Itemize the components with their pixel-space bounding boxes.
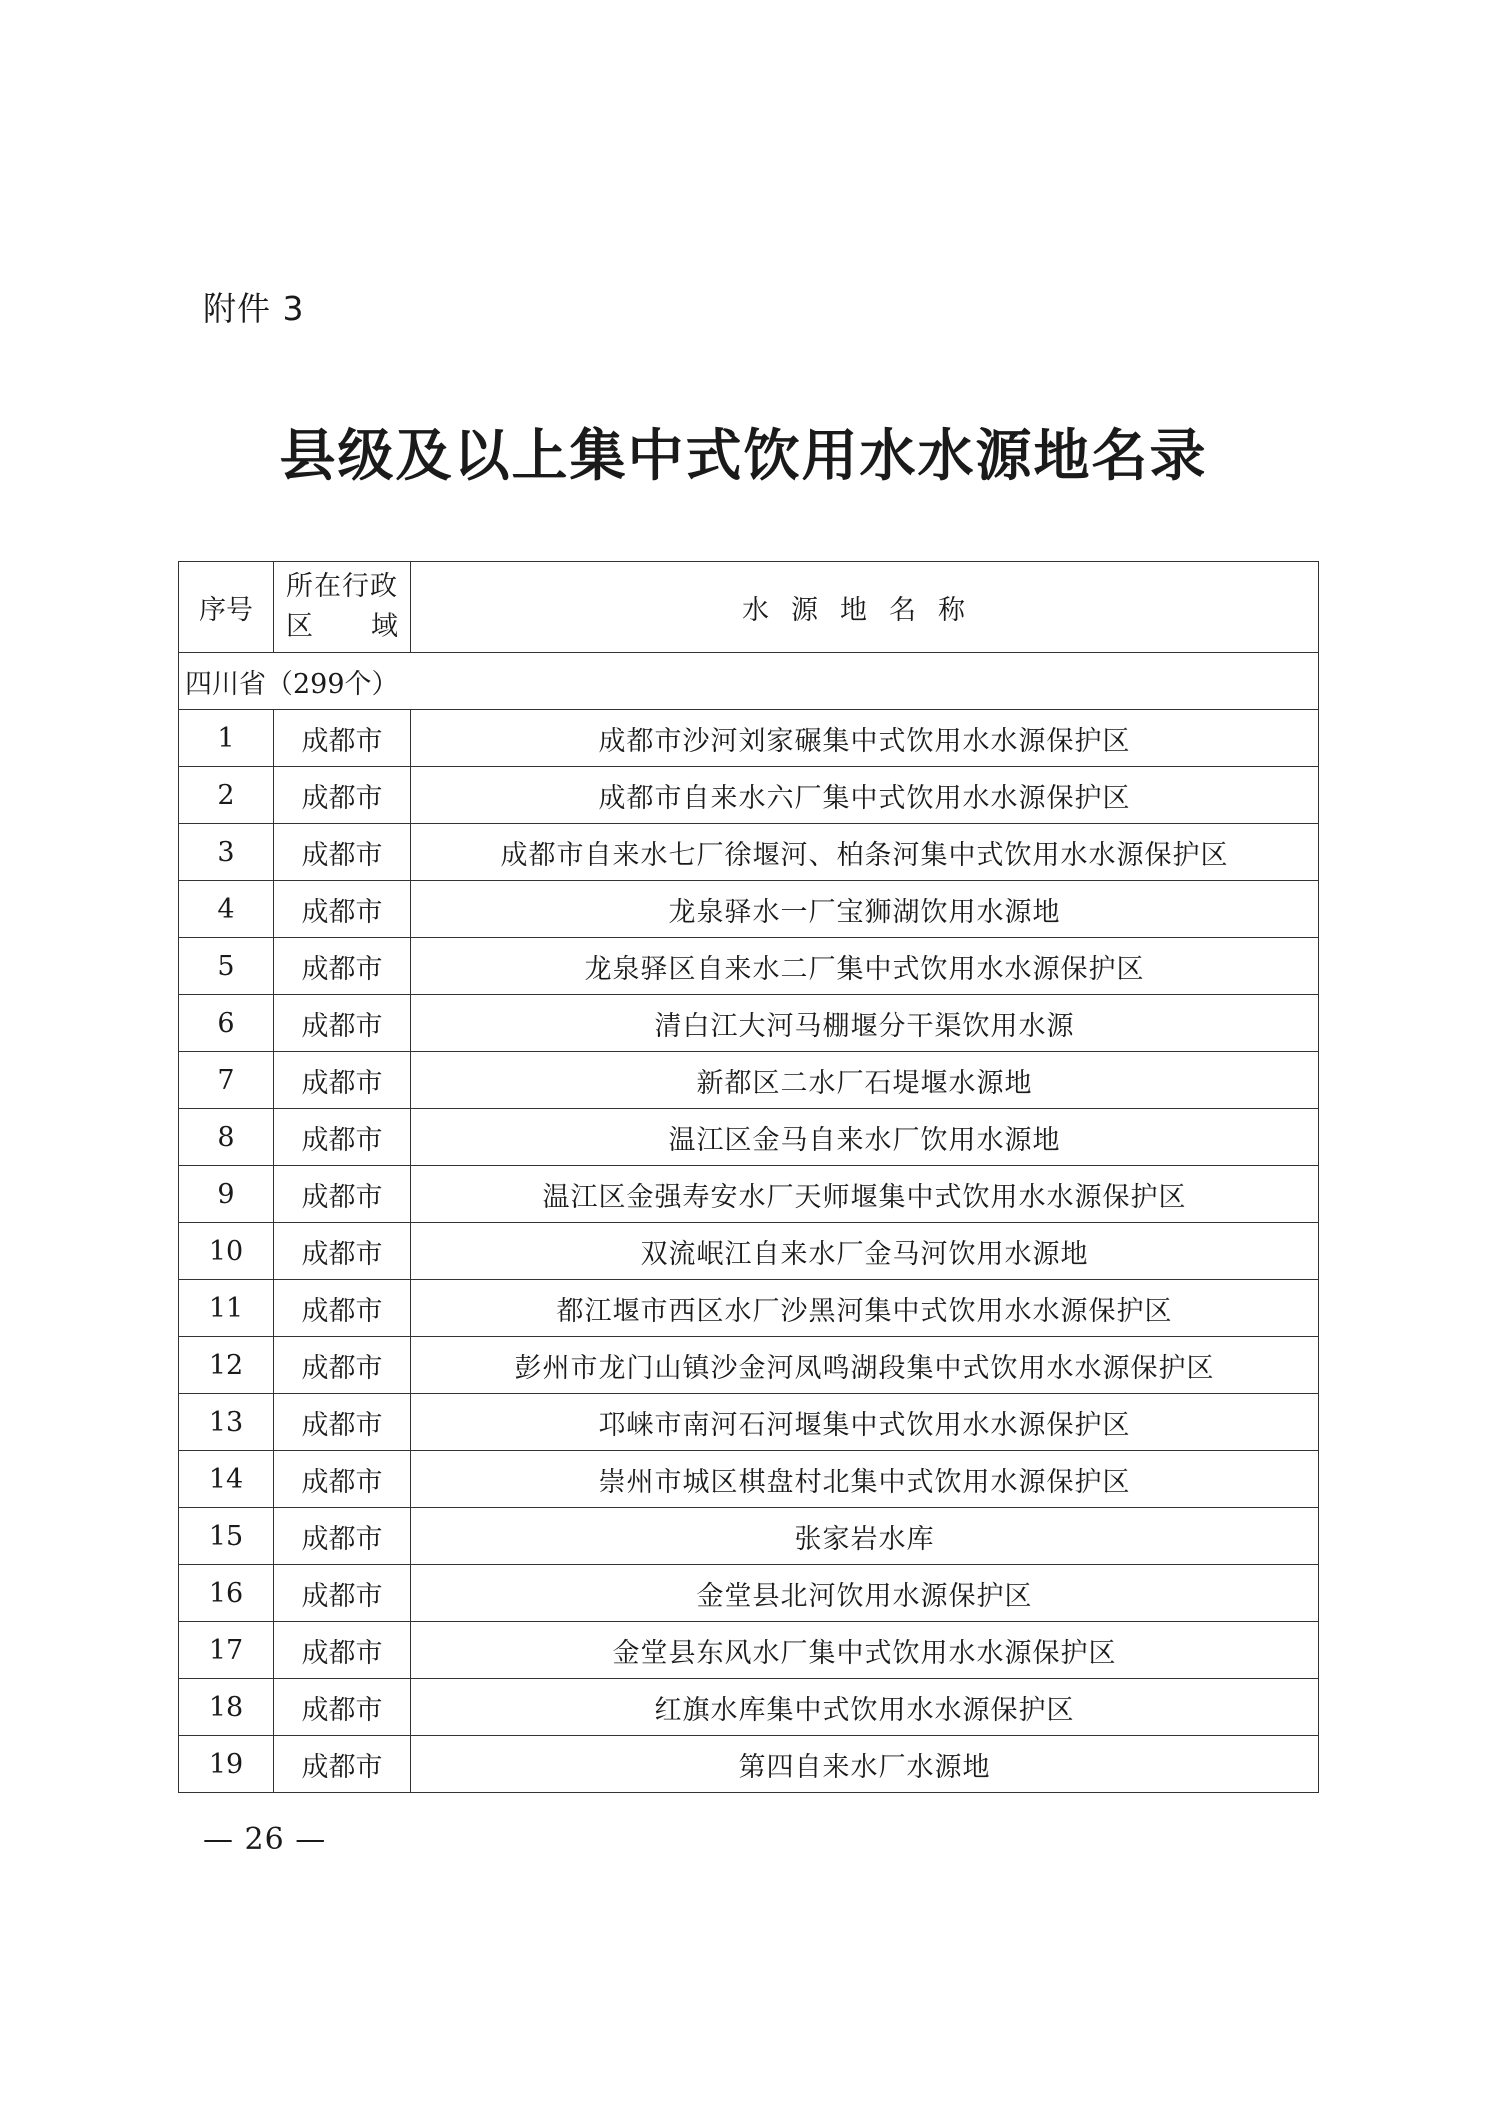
cell-source-name: 邛崃市南河石河堰集中式饮用水水源保护区 [411, 1394, 1319, 1451]
cell-source-name: 成都市自来水七厂徐堰河、柏条河集中式饮用水水源保护区 [411, 824, 1319, 881]
cell-source-name: 张家岩水库 [411, 1508, 1319, 1565]
cell-region: 成都市 [274, 1337, 411, 1394]
cell-source-name: 龙泉驿区自来水二厂集中式饮用水水源保护区 [411, 938, 1319, 995]
cell-source-name: 新都区二水厂石堤堰水源地 [411, 1052, 1319, 1109]
cell-serial-number: 9 [179, 1166, 274, 1223]
header-region-char-a: 区 [286, 611, 313, 642]
table-row [179, 1280, 1319, 1337]
cell-source-name: 成都市沙河刘家碾集中式饮用水水源保护区 [411, 710, 1319, 767]
document-title: 县级及以上集中式饮用水水源地名录 [279, 424, 1208, 489]
table-row [179, 824, 1319, 881]
header-source-name: 水源地名称 [411, 562, 1319, 653]
table-row [179, 1622, 1319, 1679]
cell-region: 成都市 [274, 1166, 411, 1223]
cell-region: 成都市 [274, 1508, 411, 1565]
cell-serial-number: 8 [179, 1109, 274, 1166]
cell-serial-number: 14 [179, 1451, 274, 1508]
cell-serial-number: 3 [179, 824, 274, 881]
table-row [179, 1166, 1319, 1223]
cell-region: 成都市 [274, 1451, 411, 1508]
cell-source-name: 金堂县北河饮用水源保护区 [411, 1565, 1319, 1622]
table-row [179, 938, 1319, 995]
table-row [179, 1565, 1319, 1622]
cell-region: 成都市 [274, 881, 411, 938]
table-header-row [179, 562, 1319, 653]
cell-source-name: 金堂县东风水厂集中式饮用水水源保护区 [411, 1622, 1319, 1679]
cell-serial-number: 11 [179, 1280, 274, 1337]
table-row [179, 1451, 1319, 1508]
cell-serial-number: 15 [179, 1508, 274, 1565]
cell-region: 成都市 [274, 1622, 411, 1679]
cell-serial-number: 12 [179, 1337, 274, 1394]
cell-source-name: 崇州市城区棋盘村北集中式饮用水源保护区 [411, 1451, 1319, 1508]
cell-source-name: 清白江大河马棚堰分干渠饮用水源 [411, 995, 1319, 1052]
cell-source-name: 成都市自来水六厂集中式饮用水水源保护区 [411, 767, 1319, 824]
cell-serial-number: 4 [179, 881, 274, 938]
cell-region: 成都市 [274, 1565, 411, 1622]
table-row [179, 881, 1319, 938]
header-administrative-region [274, 562, 411, 653]
cell-region: 成都市 [274, 824, 411, 881]
cell-serial-number: 6 [179, 995, 274, 1052]
table-row [179, 1223, 1319, 1280]
cell-serial-number: 7 [179, 1052, 274, 1109]
cell-source-name: 都江堰市西区水厂沙黑河集中式饮用水水源保护区 [411, 1280, 1319, 1337]
header-region-line2 [274, 607, 410, 647]
cell-serial-number: 2 [179, 767, 274, 824]
cell-region: 成都市 [274, 1109, 411, 1166]
page-number: — 26 — [203, 1822, 327, 1857]
table-row [179, 1736, 1319, 1793]
cell-source-name: 红旗水库集中式饮用水水源保护区 [411, 1679, 1319, 1736]
cell-source-name: 第四自来水厂水源地 [411, 1736, 1319, 1793]
table-row [179, 710, 1319, 767]
table-row [179, 1052, 1319, 1109]
cell-region: 成都市 [274, 1736, 411, 1793]
table-row [179, 767, 1319, 824]
cell-source-name: 温江区金强寿安水厂天师堰集中式饮用水水源保护区 [411, 1166, 1319, 1223]
table-row [179, 1109, 1319, 1166]
table-row [179, 995, 1319, 1052]
cell-region: 成都市 [274, 995, 411, 1052]
province-label: 四川省（299个） [179, 653, 1319, 710]
cell-serial-number: 13 [179, 1394, 274, 1451]
attachment-label: 附件 3 [203, 289, 305, 328]
header-region-char-b: 域 [371, 611, 398, 642]
cell-serial-number: 19 [179, 1736, 274, 1793]
cell-serial-number: 1 [179, 710, 274, 767]
header-serial-number: 序号 [179, 562, 274, 653]
cell-region: 成都市 [274, 1280, 411, 1337]
cell-source-name: 龙泉驿水一厂宝狮湖饮用水源地 [411, 881, 1319, 938]
cell-serial-number: 16 [179, 1565, 274, 1622]
cell-region: 成都市 [274, 1223, 411, 1280]
cell-region: 成都市 [274, 938, 411, 995]
cell-region: 成都市 [274, 1052, 411, 1109]
cell-region: 成都市 [274, 1394, 411, 1451]
cell-source-name: 温江区金马自来水厂饮用水源地 [411, 1109, 1319, 1166]
province-row [179, 653, 1319, 710]
header-region-line1: 所在行政 [286, 571, 398, 602]
table-row [179, 1337, 1319, 1394]
cell-region: 成都市 [274, 1679, 411, 1736]
cell-serial-number: 5 [179, 938, 274, 995]
cell-serial-number: 10 [179, 1223, 274, 1280]
cell-serial-number: 18 [179, 1679, 274, 1736]
water-source-table [178, 561, 1319, 1793]
cell-region: 成都市 [274, 767, 411, 824]
cell-source-name: 双流岷江自来水厂金马河饮用水源地 [411, 1223, 1319, 1280]
cell-region: 成都市 [274, 710, 411, 767]
cell-serial-number: 17 [179, 1622, 274, 1679]
cell-source-name: 彭州市龙门山镇沙金河凤鸣湖段集中式饮用水水源保护区 [411, 1337, 1319, 1394]
table-row [179, 1508, 1319, 1565]
table-row [179, 1394, 1319, 1451]
table-row [179, 1679, 1319, 1736]
